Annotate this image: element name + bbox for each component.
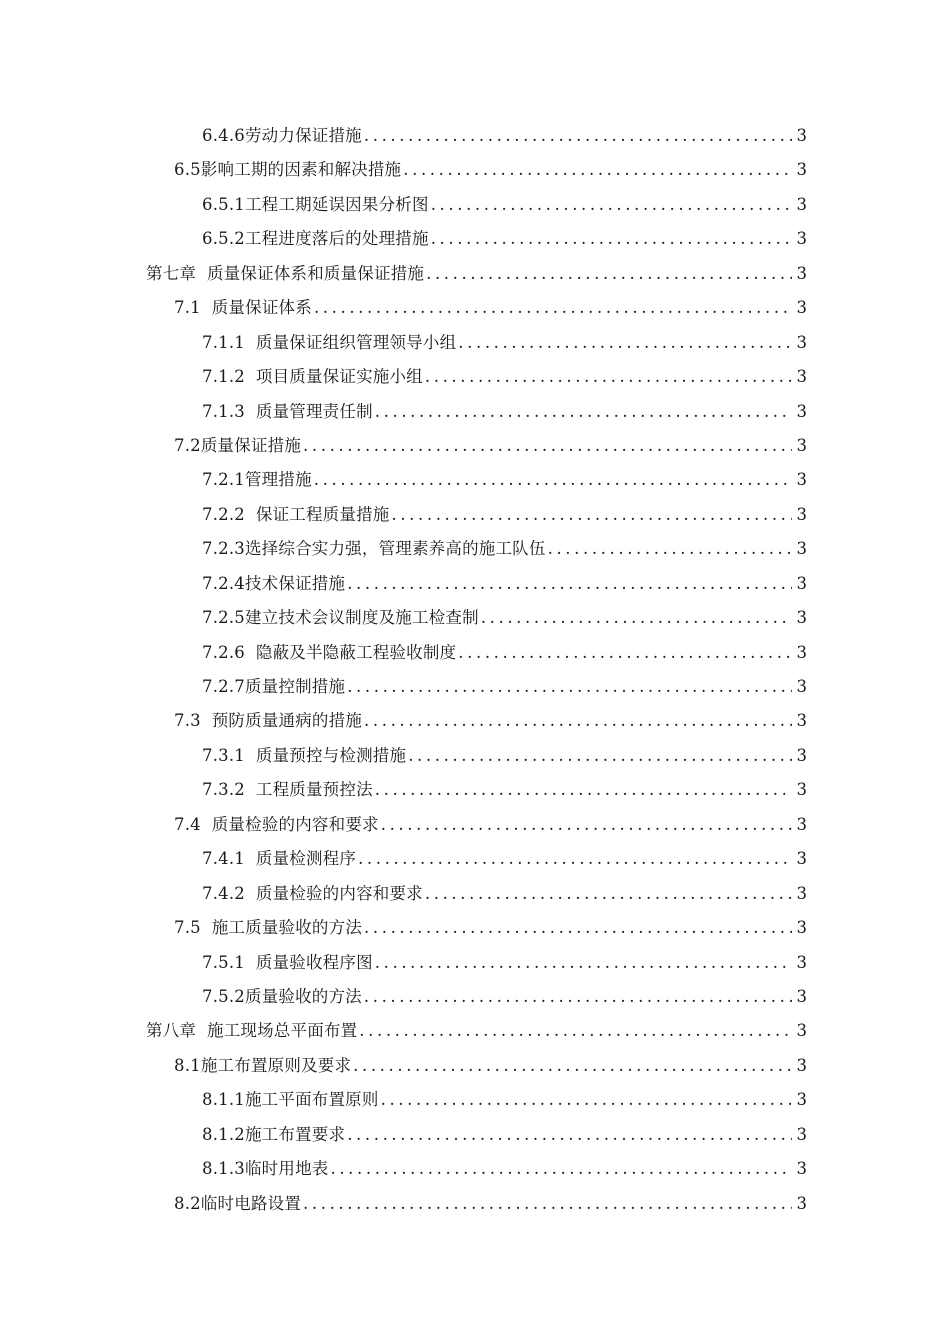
toc-page-number: 3 xyxy=(796,1021,807,1041)
toc-dot-leader xyxy=(391,498,792,532)
toc-entry-title: 7.2.4技术保证措施 xyxy=(202,573,346,593)
toc-entry-title: 8.1.2施工布置要求 xyxy=(202,1124,346,1144)
toc-page-number: 3 xyxy=(796,401,807,421)
toc-entry-title: 7.5.2质量验收的方法 xyxy=(202,986,362,1006)
toc-entry[interactable] xyxy=(0,498,950,532)
toc-entry-title: 6.5.1工程工期延误因果分析图 xyxy=(202,194,429,214)
toc-dot-leader xyxy=(375,773,792,807)
toc-dot-leader xyxy=(358,842,792,876)
toc-page-number: 3 xyxy=(796,642,807,662)
toc-entry-title: 7.4.2 质量检验的内容和要求 xyxy=(202,883,423,903)
toc-entry[interactable] xyxy=(0,739,950,773)
toc-dot-leader xyxy=(353,1049,792,1083)
toc-entry-title: 7.2.5建立技术会议制度及施工检查制 xyxy=(202,608,479,628)
toc-entry[interactable] xyxy=(0,1014,950,1048)
toc-entry-title: 7.4.1 质量检测程序 xyxy=(202,849,357,869)
toc-entry-title: 7.2.6 隐蔽及半隐蔽工程验收制度 xyxy=(202,642,457,662)
toc-entry-title: 7.1.3 质量管理责任制 xyxy=(202,401,373,421)
toc-dot-leader xyxy=(314,463,792,497)
toc-entry-title: 8.1.3临时用地表 xyxy=(202,1159,329,1179)
toc-page-number: 3 xyxy=(796,539,807,559)
toc-entry[interactable] xyxy=(0,360,950,394)
toc-entry-title: 7.2.2 保证工程质量措施 xyxy=(202,504,390,524)
toc-entry[interactable] xyxy=(0,773,950,807)
toc-dot-leader xyxy=(381,1083,792,1117)
toc-page-number: 3 xyxy=(796,1090,807,1110)
toc-page-number: 3 xyxy=(796,470,807,490)
toc-entry-title: 6.5.2工程进度落后的处理措施 xyxy=(202,229,429,249)
toc-dot-leader xyxy=(359,1014,792,1048)
toc-entry-title: 第八章 施工现场总平面布置 xyxy=(146,1021,358,1041)
toc-dot-leader xyxy=(375,946,792,980)
toc-entry[interactable] xyxy=(0,1118,950,1152)
toc-dot-leader xyxy=(375,395,792,429)
toc-entry[interactable] xyxy=(0,842,950,876)
toc-dot-leader xyxy=(364,704,792,738)
toc-page-number: 3 xyxy=(796,952,807,972)
toc-entry-title: 7.2质量保证措施 xyxy=(174,435,302,455)
toc-entry[interactable] xyxy=(0,980,950,1014)
toc-page-number: 3 xyxy=(796,780,807,800)
toc-entry[interactable] xyxy=(0,704,950,738)
toc-entry[interactable] xyxy=(0,946,950,980)
toc-dot-leader xyxy=(330,1152,792,1186)
toc-page-number: 3 xyxy=(796,883,807,903)
toc-dot-leader xyxy=(303,429,792,463)
toc-dot-leader xyxy=(458,326,792,360)
toc-page-number: 3 xyxy=(796,160,807,180)
toc-dot-leader xyxy=(364,980,792,1014)
toc-entry-title: 7.5 施工质量验收的方法 xyxy=(174,918,363,938)
toc-entry[interactable] xyxy=(0,636,950,670)
toc-entry[interactable] xyxy=(0,463,950,497)
toc-dot-leader xyxy=(481,601,792,635)
toc-entry-title: 7.2.1管理措施 xyxy=(202,470,312,490)
toc-dot-leader xyxy=(347,670,792,704)
toc-page-number: 3 xyxy=(796,608,807,628)
toc-dot-leader xyxy=(364,911,792,945)
toc-page-number: 3 xyxy=(796,918,807,938)
toc-page-number: 3 xyxy=(796,367,807,387)
toc-page-number: 3 xyxy=(796,711,807,731)
toc-entry-title: 7.2.3选择综合实力强，管理素养高的施工队伍 xyxy=(202,539,546,559)
toc-page-number: 3 xyxy=(796,814,807,834)
toc-page-number: 3 xyxy=(796,1124,807,1144)
toc-dot-leader xyxy=(431,188,792,222)
toc-dot-leader xyxy=(381,808,792,842)
toc-entry-title: 7.1.1 质量保证组织管理领导小组 xyxy=(202,332,457,352)
toc-entry[interactable] xyxy=(0,429,950,463)
toc-entry-title: 6.5影响工期的因素和解决措施 xyxy=(174,160,402,180)
toc-entry[interactable] xyxy=(0,257,950,291)
toc-dot-leader xyxy=(458,636,792,670)
toc-dot-leader xyxy=(347,1118,792,1152)
toc-entry-title: 7.3.1 质量预控与检测措施 xyxy=(202,745,407,765)
toc-entry-title: 7.4 质量检验的内容和要求 xyxy=(174,814,379,834)
toc-dot-leader xyxy=(314,291,792,325)
toc-entry[interactable] xyxy=(0,119,950,153)
toc-entry-title: 第七章 质量保证体系和质量保证措施 xyxy=(146,263,425,283)
toc-entry[interactable] xyxy=(0,395,950,429)
toc-entry[interactable] xyxy=(0,911,950,945)
toc-entry-title: 7.5.1 质量验收程序图 xyxy=(202,952,373,972)
toc-entry-title: 7.3 预防质量通病的措施 xyxy=(174,711,363,731)
toc-page-number: 3 xyxy=(796,677,807,696)
toc-page-number: 3 xyxy=(796,229,807,249)
toc-entry[interactable] xyxy=(0,601,950,635)
toc-dot-leader xyxy=(403,153,792,187)
toc-dot-leader xyxy=(425,360,792,394)
toc-entry-title: 8.2临时电路设置 xyxy=(174,1193,302,1213)
toc-page-number: 3 xyxy=(796,745,807,765)
toc-page-number: 3 xyxy=(796,1159,807,1179)
toc-dot-leader xyxy=(347,567,792,601)
toc-page-number: 3 xyxy=(796,573,807,593)
toc-dot-leader xyxy=(548,532,792,566)
toc-dot-leader xyxy=(426,257,792,291)
toc-entry-title: 8.1施工布置原则及要求 xyxy=(174,1055,352,1075)
toc-entry[interactable] xyxy=(0,1187,950,1221)
toc-entry-title: 7.2.7质量控制措施 xyxy=(202,677,346,696)
toc-page-number: 3 xyxy=(796,504,807,524)
toc-dot-leader xyxy=(364,119,792,153)
toc-entry[interactable] xyxy=(0,188,950,222)
toc-page-number: 3 xyxy=(796,1055,807,1075)
toc-entry[interactable] xyxy=(0,808,950,842)
toc-entry[interactable] xyxy=(0,326,950,360)
toc-page-number: 3 xyxy=(796,298,807,318)
toc-dot-leader xyxy=(431,222,792,256)
toc-entry[interactable] xyxy=(0,153,950,187)
toc-page-number: 3 xyxy=(796,986,807,1006)
toc-entry[interactable] xyxy=(0,1083,950,1117)
toc-entry[interactable] xyxy=(0,291,950,325)
toc-entry[interactable] xyxy=(0,877,950,911)
toc-page-number: 3 xyxy=(796,194,807,214)
toc-page-number: 3 xyxy=(796,263,807,283)
toc-page-number: 3 xyxy=(796,1193,807,1213)
toc-page-number: 3 xyxy=(796,332,807,352)
toc-entry[interactable] xyxy=(0,1049,950,1083)
toc-entry[interactable] xyxy=(0,1152,950,1186)
toc-entry[interactable] xyxy=(0,532,950,566)
toc-page-number: 3 xyxy=(796,435,807,455)
toc-entry[interactable] xyxy=(0,567,950,601)
toc-dot-leader xyxy=(425,877,792,911)
toc-entry-title: 8.1.1施工平面布置原则 xyxy=(202,1090,379,1110)
toc-entry-title: 6.4.6劳动力保证措施 xyxy=(202,126,362,145)
toc-page-number: 3 xyxy=(796,126,807,145)
toc-entry[interactable] xyxy=(0,222,950,256)
toc-dot-leader xyxy=(303,1187,792,1221)
table-of-contents xyxy=(0,119,950,1221)
toc-page-number: 3 xyxy=(796,849,807,869)
toc-entry[interactable] xyxy=(0,670,950,704)
toc-entry-title: 7.1 质量保证体系 xyxy=(174,298,312,318)
toc-entry-title: 7.3.2 工程质量预控法 xyxy=(202,780,373,800)
toc-entry-title: 7.1.2 项目质量保证实施小组 xyxy=(202,367,423,387)
toc-dot-leader xyxy=(408,739,792,773)
